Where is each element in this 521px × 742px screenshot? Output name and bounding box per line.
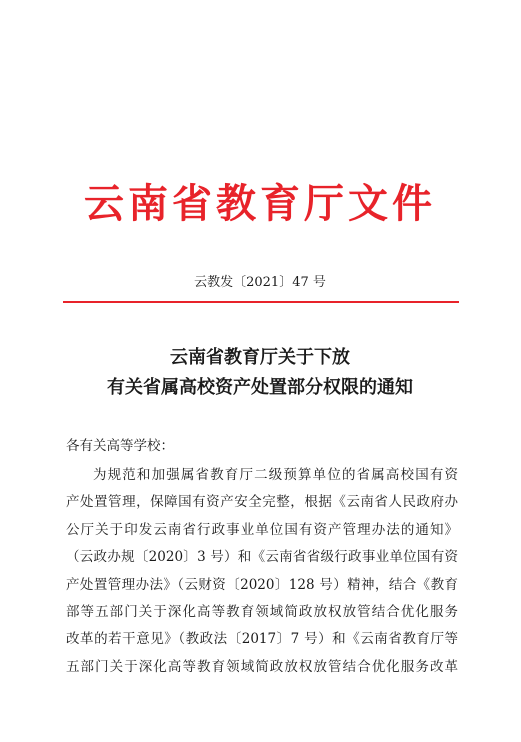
salutation: 各有关高等学校：	[66, 438, 174, 454]
notice-title-line-1: 云南省教育厅关于下放	[170, 347, 350, 368]
body-line: 为规范和加强属省教育厅二级预算单位的省属高校国有资	[93, 467, 458, 483]
body-line: 改革的若干意见》（教政法〔2017〕7 号）和《云南省教育厅等	[66, 631, 458, 648]
body-line: 产处置管理，保障国有资产安全完整，根据《云南省人民政府办	[66, 494, 458, 511]
issuing-authority-header: 云南省教育厅文件	[84, 180, 436, 227]
body-line: 产处置管理办法》（云财资〔2020〕128 号）精神，结合《教育	[66, 576, 458, 593]
body-paragraph	[66, 462, 458, 681]
red-divider-line	[63, 301, 459, 303]
body-line: 五部门关于深化高等教育领域简政放权放管结合优化服务改革	[66, 658, 458, 675]
document-number: 云教发〔2021〕47 号	[194, 275, 326, 290]
body-line: 公厅关于印发云南省行政事业单位国有资产管理办法的通知》	[66, 521, 458, 538]
body-line: （云政办规〔2020〕3 号）和《云南省省级行政事业单位国有资	[66, 549, 458, 566]
body-line: 部等五部门关于深化高等教育领域简政放权放管结合优化服务	[66, 603, 458, 620]
notice-title	[60, 343, 460, 403]
notice-title-line-2: 有关省属高校资产处置部分权限的通知	[107, 377, 413, 398]
